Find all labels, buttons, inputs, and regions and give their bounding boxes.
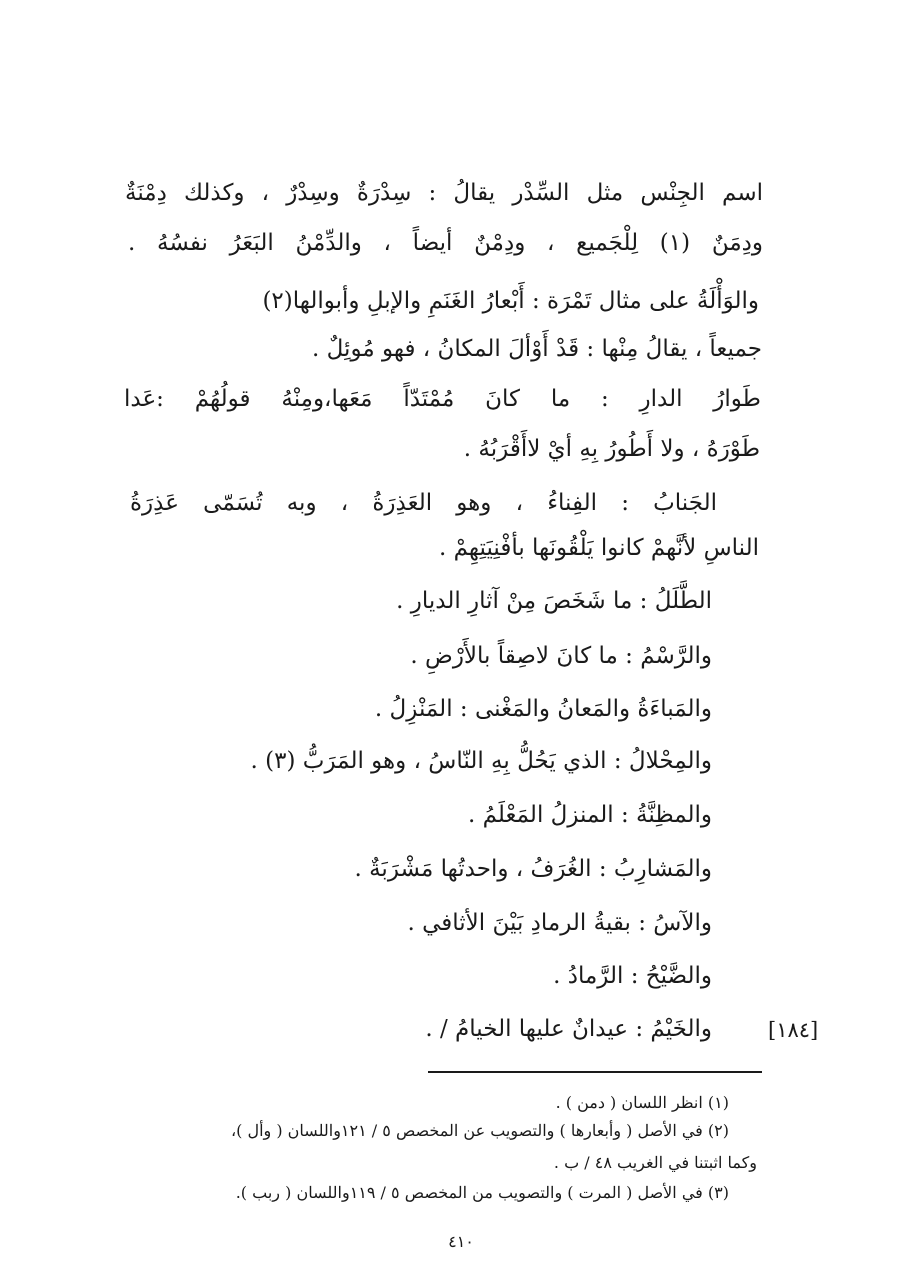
footnote-3: (٣) في الأصل ( المرت ) والتصويب من المخصص ٥ / ١١٩واللسان ( ربب ). [235, 1183, 729, 1202]
body-line-15: والآسُ : بقيةُ الرمادِ بَيْنَ الأثافي . [407, 910, 712, 936]
page-number: ٤١٠ [448, 1232, 474, 1251]
body-line-8: الناسِ لأنَّهمْ كانوا يَلْقُونَها بأفْنِيَتِهِمْ . [438, 535, 759, 561]
body-line-7: الجَنابُ : الفِناءُ ، وهو العَذِرَةُ ، وبه تُسَمّى عَذِرَةُ [130, 490, 717, 516]
footnote-separator [428, 1071, 762, 1073]
body-line-6: طَوْرَهُ ، ولا أَطُورُ بِهِ أيْ لاأَقْرَبُهُ . [463, 436, 760, 462]
body-line-16: والضَّيْحُ : الرَّمادُ . [553, 963, 712, 989]
body-line-14: والمَشارِبُ : الغُرَفُ ، واحدتُها مَشْرَبَةٌ . [354, 856, 712, 882]
body-line-5: طَوارُ الدارِ : ما كانَ مُمْتَدّاً مَعَها،ومِنْهُ قولُهُمْ :عَدا [124, 386, 761, 412]
footnote-2-continuation: وكما اثبتنا في الغريب ٤٨ / ب . [553, 1153, 757, 1172]
body-line-9: الطَّلَلُ : ما شَخَصَ مِنْ آثارِ الديارِ . [396, 588, 712, 614]
body-line-12: والمِحْلالُ : الذي يَحُلُّ بِهِ النّاسُ ، وهو المَرَبُّ (٣) . [250, 748, 712, 774]
body-line-10: والرَّسْمُ : ما كانَ لاصِقاً بالأَرْضِ . [410, 643, 712, 669]
footnote-2: (٢) في الأصل ( وأبعارها ) والتصويب عن المخصص ٥ / ١٢١واللسان ( وأل )، [230, 1121, 729, 1140]
body-line-11: والمَباءَةُ والمَعانُ والمَغْنى : المَنْزِلُ . [374, 696, 712, 722]
body-line-4: جميعاً ، يقالُ مِنْها : قَدْ أَوْألَ المكانُ ، فهو مُوئِلٌ . [312, 336, 762, 362]
body-line-1: اسم الجِنْس مثل السِّدْر يقالُ : سِدْرَةٌ وسِدْرٌ ، وكذلك دِمْنَةٌ [125, 180, 763, 206]
body-line-3: والوَأْلَةُ على مثال تَمْرَة : أَبْعارُ الغَنَمِ والإبلِ وأبوالها(٢) [262, 288, 759, 314]
body-line-17: والخَيْمُ : عيدانٌ عليها الخيامُ / . [425, 1016, 712, 1042]
body-line-13: والمظِنَّةُ : المنزلُ المَعْلَمُ . [468, 802, 712, 828]
footnote-1: (١) انظر اللسان ( دمن ) . [555, 1093, 729, 1112]
body-line-2: ودِمَنٌ (١) لِلْجَميع ، ودِمْنٌ أيضاً ، والدِّمْنُ البَعَرُ نفسُهُ . [128, 230, 763, 256]
margin-folio-reference: [١٨٤] [768, 1018, 819, 1042]
